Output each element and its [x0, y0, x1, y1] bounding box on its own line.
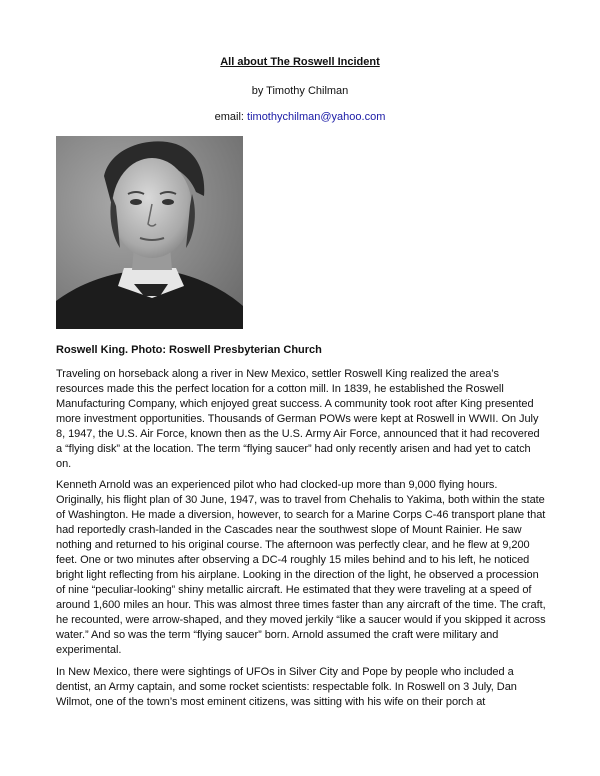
- email-link[interactable]: timothychilman@yahoo.com: [247, 111, 386, 123]
- portrait-image: [56, 136, 243, 329]
- body-paragraph-3: In New Mexico, there were sightings of UFOs in Silver City and Pope by people who included a dentist, an Army captain, and some rocket scientists: respectable folk. In Roswell on 3 July, Dan Wilmot, one of the town’s most eminent citizens, was sitting with his wife on their porch at: [56, 666, 517, 708]
- roswell-king-portrait: [56, 136, 243, 329]
- author-email: [0, 111, 600, 123]
- email-label: email:: [214, 111, 248, 123]
- document-title: All about The Roswell Incident: [220, 56, 380, 68]
- author-byline: by Timothy Chilman: [251, 85, 349, 97]
- body-paragraph-1: Traveling on horseback along a river in New Mexico, settler Roswell King realized the area’s resources made this the perfect location for a cotton mill. In 1839, he established the Roswell Manufacturing Company, which enjoyed great success. A community took root after King presented more investment opportunities. Thousands of German POWs were kept at Roswell in WWII. On July 8, 1947, the U.S. Air Force, known then as the U.S. Army Air Force, announced that it had recovered a “flying disk” at the location. The term “flying saucer” had only recently arisen and had yet to catch on.: [56, 368, 540, 470]
- body-paragraph-2: Kenneth Arnold was an experienced pilot who had clocked-up more than 9,000 flying hours. Originally, his flight plan of 30 June, 1947, was to travel from Chehalis to Yakima, both within the state of Washington. He made a diversion, however, to search for a Marine Corps C-46 transport plane that had reportedly crash-landed in the Cascades near the southwest slope of Mount Rainier. He saw nothing and returned to his original course. The afternoon was perfectly clear, and he flew at 9,200 feet. One or two minutes after observing a DC-4 roughly 15 miles behind and to his left, he noticed bright light reflecting from his airplane. Looking in the direction of the light, he observed a procession of nine “peculiar-looking” shiny metallic aircraft. He estimated that they were traveling at a speed of around 1,600 miles an hour. This was almost three times faster than any aircraft of the time. The craft, he recounted, were arrow-shaped, and they moved jerkily “like a saucer would if you skipped it across water.” And so was the term “flying saucer” born. Arnold assumed the craft were military and experimental.: [56, 479, 546, 656]
- figure-caption: Roswell King. Photo: Roswell Presbyterian Church: [56, 344, 322, 356]
